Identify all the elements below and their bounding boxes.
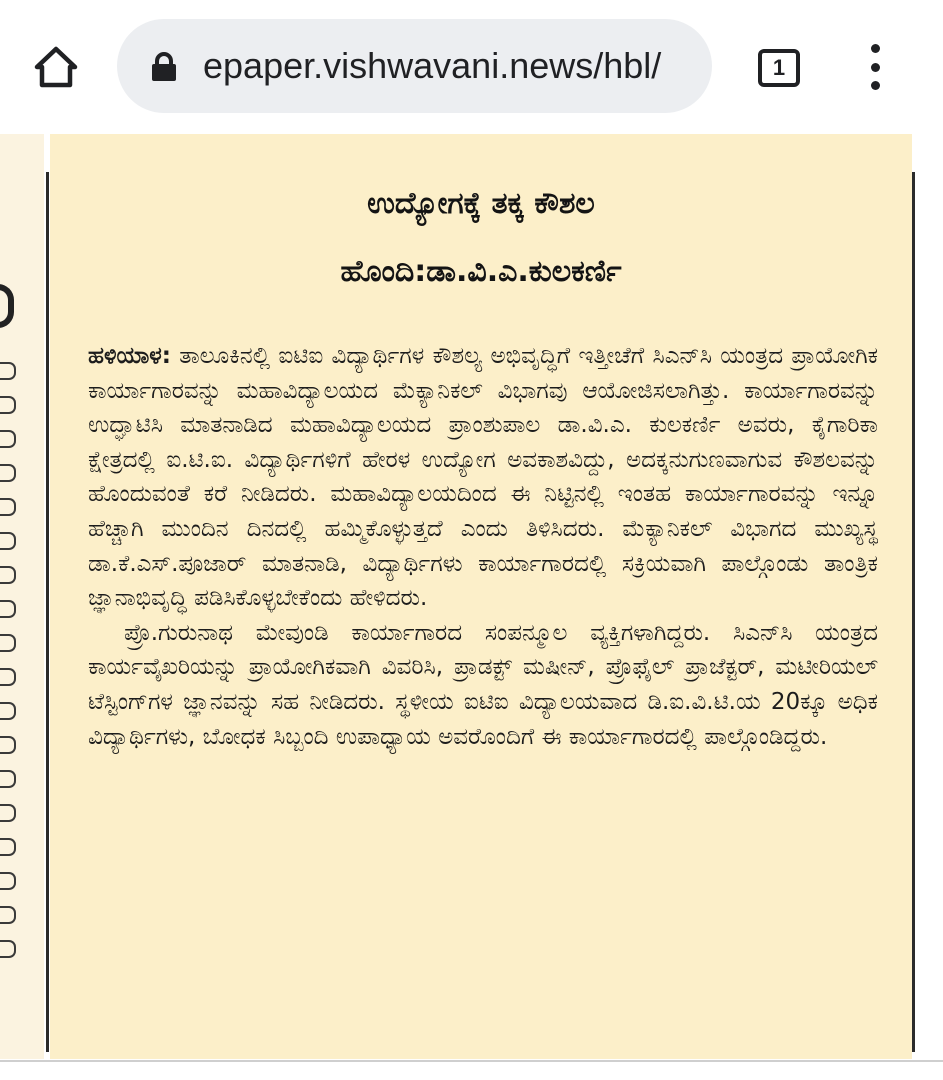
tab-switcher-icon bbox=[758, 49, 800, 87]
more-vert-icon[interactable] bbox=[862, 44, 888, 90]
browser-toolbar bbox=[0, 0, 943, 135]
headline-line-2: ಹೊಂದಿ:ಡಾ.ವಿ.ಎ.ಕುಲಕರ್ಣಿ bbox=[340, 254, 622, 289]
tab-switcher-button[interactable] bbox=[757, 47, 801, 89]
article-paragraph-1 bbox=[88, 339, 878, 616]
dateline: ಹಳಿಯಾಳ: bbox=[88, 343, 171, 369]
address-bar[interactable] bbox=[117, 19, 712, 113]
paragraph-1-text: ತಾಲೂಕಿನಲ್ಲಿ ಐಟಿಐ ವಿದ್ಯಾರ್ಥಿಗಳ ಕೌಶಲ್ಯ ಅಭಿವೃದ್ಧಿಗೆ ಇತ್ತೀಚೆಗೆ ಸಿಎನ್‌ಸಿ ಯಂತ್ರದ ಪ್ರಾಯೋಗಿಕ ಕಾರ್ಯಾಗಾರವನ್ನು ಮಹಾವಿದ್ಯಾಲಯದ ಮೆಕ್ಯಾನಿಕಲ್ ವಿಭಾಗವು ಆಯೋಜಿಸಲಾಗಿತ್ತು. ಕಾರ್ಯಾಗಾರವನ್ನು ಉದ್ಘಾಟಿಸಿ ಮಾತನಾಡಿದ ಮಹಾವಿದ್ಯಾಲಯದ ಪ್ರಾಂಶುಪಾಲ ಡಾ.ವಿ.ಎ. ಕುಲಕರ್ಣಿ ಅವರು, ಕೈಗಾರಿಕಾ ಕ್ಷೇತ್ರದಲ್ಲಿ ಐ.ಟಿ.ಐ. ವಿದ್ಯಾರ್ಥಿಗಳಿಗೆ ಹೇರಳ ಉದ್ಯೋಗ ಅವಕಾಶವಿದ್ದು, ಅದಕ್ಕನುಗುಣವಾಗುವ ಕೌಶಲವನ್ನು ಹೊಂದುವಂತೆ ಕರೆ ನೀಡಿದರು. ಮಹಾವಿದ್ಯಾಲಯದಿಂದ ಈ ನಿಟ್ಟಿನಲ್ಲಿ ಇಂತಹ ಕಾರ್ಯಾಗಾರವನ್ನು ಇನ್ನೂ ಹೆಚ್ಚಾಗಿ ಮುಂದಿನ ದಿನದಲ್ಲಿ ಹಮ್ಮಿಕೊಳ್ಳುತ್ತದೆ ಎಂದು ತಿಳಿಸಿದರು. ಮೆಕ್ಯಾನಿಕಲ್ ವಿಭಾಗದ ಮುಖ್ಯಸ್ಥ ಡಾ.ಕೆ.ಎಸ್.ಪೂಜಾರ್ ಮಾತನಾಡಿ, ವಿದ್ಯಾರ್ಥಿಗಳು ಕಾರ್ಯಾಗಾರದಲ್ಲಿ ಸಕ್ರಿಯವಾಗಿ ಪಾಲ್ಗೊಂಡು ತಾಂತ್ರಿಕ ಜ್ಞಾನಾಭಿವೃದ್ಧಿ ಪಡಿಸಿಕೊಳ್ಳಬೇಕೆಂದು ಹೇಳಿದರು. bbox=[88, 343, 878, 612]
page-margin bbox=[915, 134, 943, 1059]
lock-icon bbox=[150, 52, 178, 82]
page-bottom-rule bbox=[0, 1060, 943, 1062]
tab-count: 1 bbox=[772, 55, 786, 80]
adjacent-column-fragment bbox=[0, 134, 44, 1059]
epaper-page[interactable] bbox=[0, 134, 943, 1080]
column-rule-left bbox=[46, 172, 49, 1052]
url-text[interactable]: epaper.vishwavani.news/hbl/ bbox=[203, 45, 662, 86]
article-headline bbox=[50, 170, 912, 306]
headline-line-1: ಉದ್ಯೋಗಕ್ಕೆ ತಕ್ಕ ಕೌಶಲ bbox=[367, 186, 595, 221]
home-icon bbox=[33, 46, 79, 88]
article-paragraph-2: ಪ್ರೊ.ಗುರುನಾಥ ಮೇವುಂಡಿ ಕಾರ್ಯಾಗಾರದ ಸಂಪನ್ಮೂಲ ವ್ಯಕ್ತಿಗಳಾಗಿದ್ದರು. ಸಿಎನ್‌ಸಿ ಯಂತ್ರದ ಕಾರ್ಯವೈಖರಿಯನ್ನು ಪ್ರಾಯೋಗಿಕವಾಗಿ ವಿವರಿಸಿ, ಪ್ರಾಡಕ್ಟ್ ಮಷೀನ್, ಪ್ರೊಫೈಲ್ ಪ್ರಾಜೆಕ್ಟರ್, ಮಟೀರಿಯಲ್ ಟೆಸ್ಟಿಂಗ್‌ಗಳ ಜ್ಞಾನವನ್ನು ಸಹ ನೀಡಿದರು. ಸ್ಥಳೀಯ ಐಟಿಐ ವಿದ್ಯಾಲಯವಾದ ಡಿ.ಐ.ವಿ.ಟಿ.ಯ 20ಕ್ಕೂ ಅಧಿಕ ವಿದ್ಯಾರ್ಥಿಗಳು, ಬೋಧಕ ಸಿಬ್ಬಂದಿ ಉಪಾಧ್ಯಾಯ ಅವರೊಂದಿಗೆ ಈ ಕಾರ್ಯಾಗಾರದಲ್ಲಿ ಪಾಲ್ಗೊಂಡಿದ್ದರು. bbox=[88, 619, 878, 750]
article-body bbox=[88, 339, 878, 1029]
home-button[interactable] bbox=[30, 44, 82, 90]
news-article bbox=[50, 134, 912, 1059]
